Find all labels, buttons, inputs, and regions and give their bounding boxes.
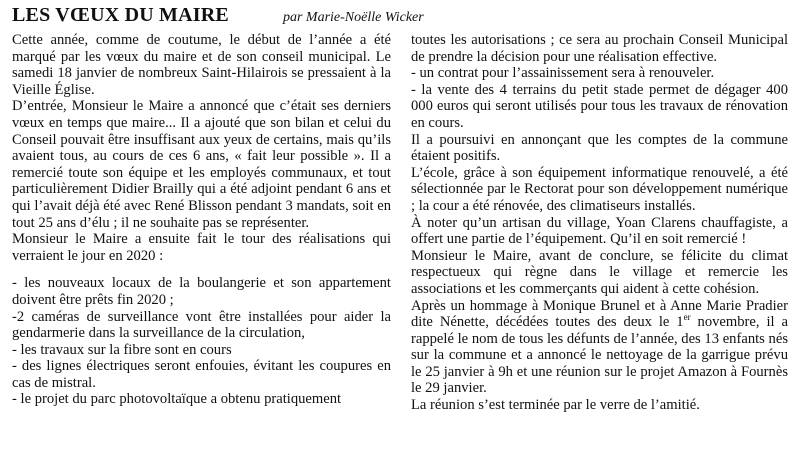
list-item: - un contrat pour l’assainissement sera à renouveler. — [411, 65, 715, 82]
paragraph-artisan: À noter qu’un artisan du village, Yoan Clarens chauffagiste, a offert une partie de l’équipement. Qu’il en soit remercié ! — [411, 214, 788, 248]
paragraph-authorizations: toutes les autorisations ; ce sera au prochain Conseil Municipal de prendre la décision pour une réalisation effective. — [411, 32, 788, 65]
article-byline: par Marie-Noëlle Wicker — [282, 10, 424, 25]
paragraph-mayor-speech: D’entrée, Monsieur le Maire a annoncé que c’était ses derniers vœux en temps que maire... Il a ajouté que son bilan et celui du Conseil pouvait être insuffisant aux yeux de certains, mais qu’ils avaient tous, au cours de ces 6 ans, « fait leur possible ». Il a remercié toute son équipe et les employés communaux, et tout particulièrement Didier Brailly qui a été adjoint pendant 6 ans et qui l’avait déjà été avec René Blisson pendant 3 mandats, soit en tout 25 ans d’élu ; il ne souhaite pas se représenter. — [12, 98, 391, 231]
right-column — [411, 32, 788, 414]
article-title: LES VŒUX DU MAIRE — [12, 4, 229, 26]
article-header — [12, 4, 424, 30]
list-item: - la vente des 4 terrains du petit stade permet de dégager 400 000 euros qui seront utilisés pour tous les travaux de rénovation en cours. — [411, 81, 788, 131]
list-item: - des lignes électriques seront enfouies, évitant les coupures en cas de mistral. — [12, 358, 391, 391]
tribute-text-end: novembre, il a rappelé le nom de tous les défunts de l’année, des 13 enfants nés sur la commune et a annoncé le nettoyage de la garrigue prévu le 25 janvier à 9h et une réunion sur le projet Amazon à Fournès le 29 janvier. — [411, 314, 788, 397]
ordinal-superscript: er — [683, 312, 691, 323]
list-item: - le projet du parc photovoltaïque a obtenu pratiquement — [12, 391, 342, 408]
paragraph-spacer — [12, 264, 391, 275]
paragraph-school: L’école, grâce à son équipement informatique renouvelé, a été sélectionnée par le Rectorat pour son développement numérique ; la cour a été rénovée, des climatiseurs installés. — [411, 164, 788, 214]
paragraph-tribute — [411, 298, 788, 398]
list-item: - les travaux sur la fibre sont en cours — [12, 341, 232, 358]
paragraph-closing: La réunion s’est terminée par le verre de l’amitié. — [411, 397, 700, 414]
tribute-text-start: Après un hommage à Monique Brunel et à Anne Marie Pradier dite Nénette, décédées toutes des deux le 1 — [411, 297, 788, 331]
list-item: - les nouveaux locaux de la boulangerie et son appartement doivent être prêts fin 2020 ; — [12, 275, 391, 308]
paragraph-achievements-intro: Monsieur le Maire a ensuite fait le tour des réalisations qui verraient le jour en 2020 : — [12, 231, 391, 264]
paragraph-accounts: Il a poursuivi en annonçant que les comptes de la commune étaient positifs. — [411, 131, 788, 165]
left-column — [12, 32, 391, 408]
list-item: -2 caméras de surveillance vont être installées pour aider la gendarmerie dans la surveillance de la circulation, — [12, 308, 391, 342]
paragraph-intro: Cette année, comme de coutume, le début de l’année a été marqué par les vœux du maire et de son conseil municipal. Le samedi 18 janvier de nombreux Saint-Hilairois se pressaient à la Vieille Église. — [12, 32, 391, 98]
paragraph-conclusion: Monsieur le Maire, avant de conclure, se félicite du climat respectueux qui règne dans le village et remercie les associations et les commerçants qui aident à cette cohésion. — [411, 247, 788, 297]
